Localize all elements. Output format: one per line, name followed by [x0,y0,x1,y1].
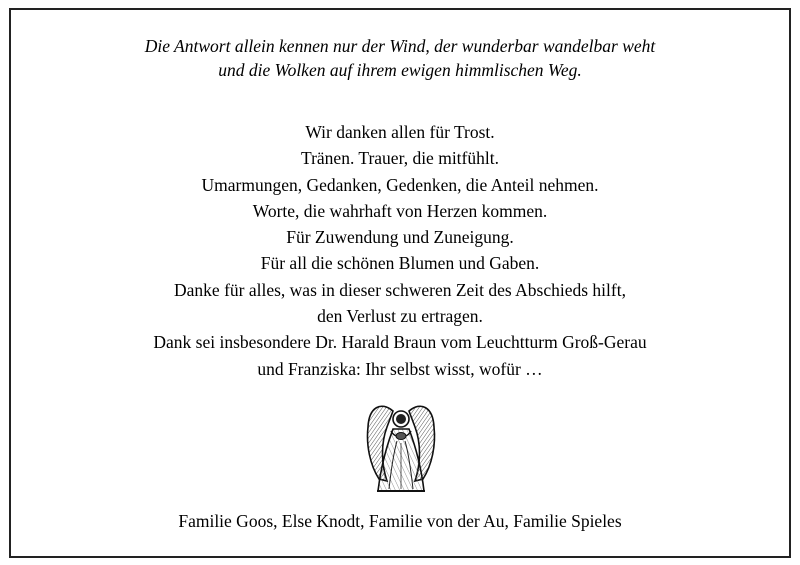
thanks-line: den Verlust zu ertragen. [317,306,483,327]
thanks-text [0,119,800,382]
thanks-line: Wir danken allen für Trost. [305,122,495,142]
thanks-line: Umarmungen, Gedanken, Gedenken, die Anteil nehmen. [201,174,599,195]
thanks-line: Danke für alles, was in dieser schweren Zeit des Abschieds hilft, [174,279,626,300]
thanks-line: Worte, die wahrhaft von Herzen kommen. [252,200,548,221]
thanks-line: Tränen. Trauer, die mitfühlt. [301,148,499,169]
thanks-line: Für Zuwendung und Zuneigung. [286,227,514,248]
angel-figurine-icon [363,393,439,497]
family-signature: Familie Goos, Else Knodt, Familie von der Au, Familie Spieles [178,511,622,531]
thanks-line: und Franziska: Ihr selbst wisst, wofür … [257,358,543,379]
thanks-line: Dank sei insbesondere Dr. Harald Braun vom Leuchtturm Groß-Gerau [153,332,647,353]
quote-line: Die Antwort allein kennen nur der Wind, der wunderbar wandelbar weht [144,36,656,56]
quote-line: und die Wolken auf ihrem ewigen himmlischen Weg. [218,60,582,80]
thanks-line: Für all die schönen Blumen und Gaben. [260,253,540,274]
quote-block [0,34,800,82]
